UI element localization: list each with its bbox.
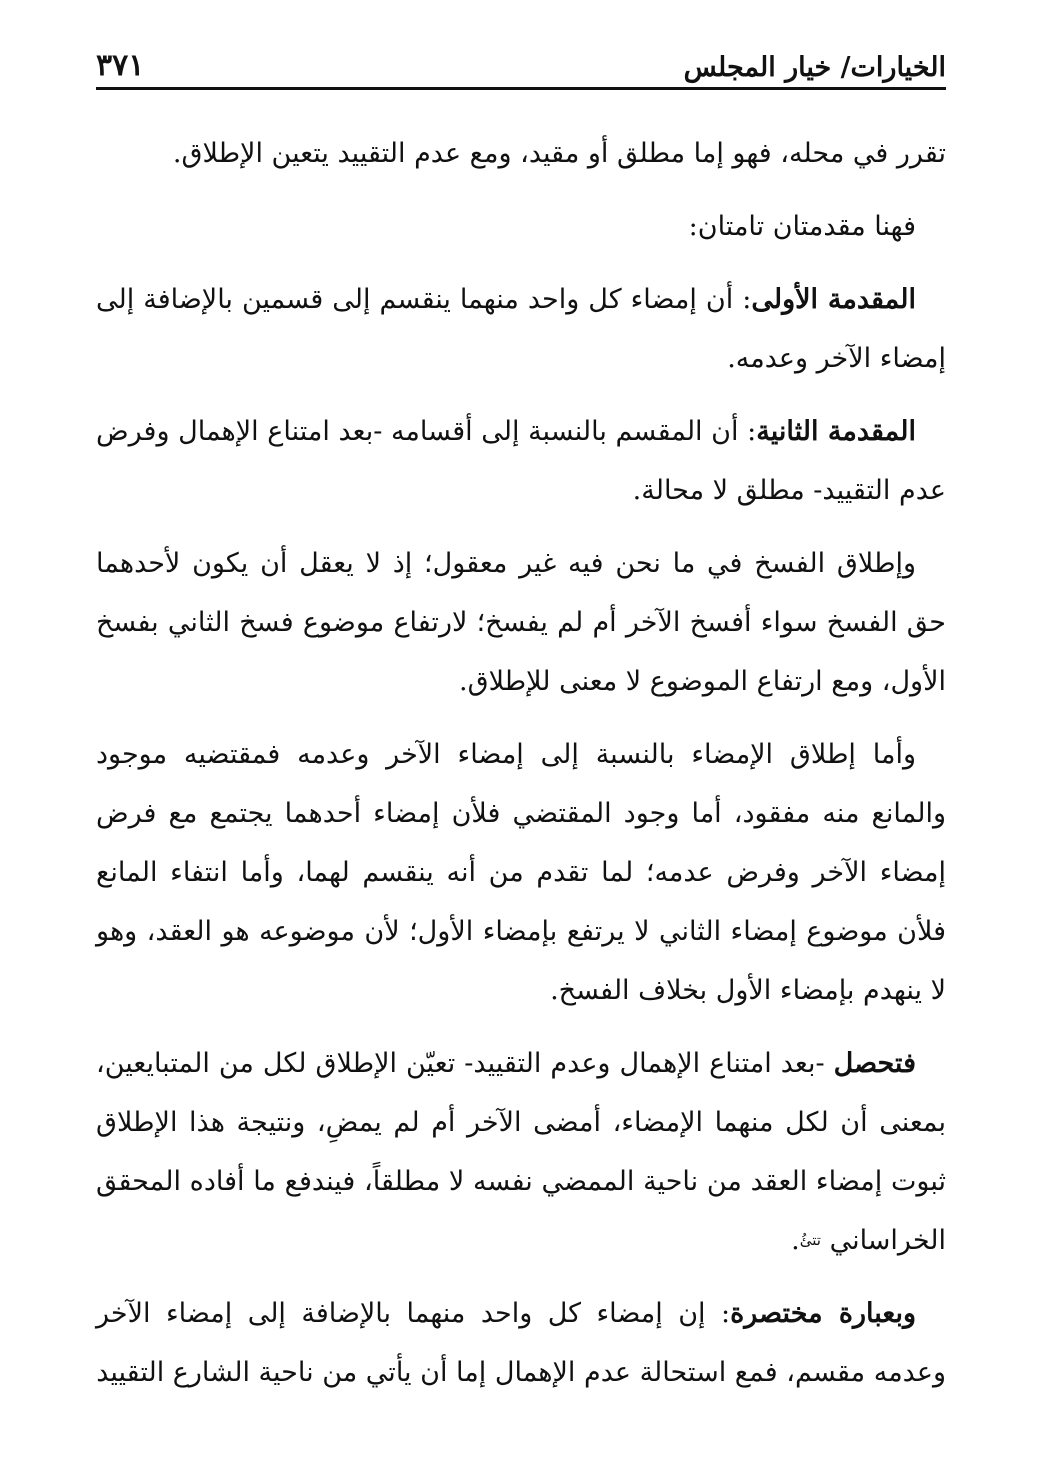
running-title: الخيارات/ خيار المجلس (683, 52, 946, 83)
paragraph (96, 1034, 946, 1270)
paragraph-text: : إن إمضاء كل واحد منهما بالإضافة إلى إمضاء الآخر وعدمه مقسم، فمع استحالة عدم الإهمال إما أن يأتي من ناحية الشارع التقييد (96, 1298, 946, 1388)
honorific-symbol: تتئُ (799, 1231, 821, 1249)
paragraph (96, 534, 946, 711)
paragraph-text: تقرر في محله، فهو إما مطلق أو مقيد، ومع عدم التقييد يتعين الإطلاق. (172, 138, 946, 169)
paragraph-text: -بعد امتناع الإهمال وعدم التقييد- تعيّن الإطلاق لكل من المتبايعين، بمعنى أن لكل منهما الإمضاء، أمضى الآخر أم لم يمضِ، ونتيجة هذا الإطلاق ثبوت إمضاء العقد من ناحية الممضي نفسه لا مطلقاً، فيندفع ما أفاده المحقق الخراساني (96, 1048, 946, 1256)
paragraph (96, 197, 946, 256)
paragraph-text: فهنا مقدمتان تامتان: (688, 211, 916, 242)
page-header (96, 34, 946, 90)
page-number: ٣٧١ (96, 48, 145, 83)
paragraph (96, 124, 946, 183)
paragraph (96, 402, 946, 520)
paragraph-lead: فتحصل (833, 1048, 916, 1079)
paragraph-text: وإطلاق الفسخ في ما نحن فيه غير معقول؛ إذ لا يعقل أن يكون لأحدهما حق الفسخ سواء أفسخ الآخر أم لم يفسخ؛ لارتفاع موضوع فسخ الثاني بفسخ الأول، ومع ارتفاع الموضوع لا معنى للإطلاق. (96, 548, 946, 697)
paragraph (96, 1284, 946, 1402)
paragraph-lead: وبعبارة مختصرة (730, 1298, 916, 1329)
paragraph (96, 725, 946, 1020)
body-text (96, 124, 946, 1416)
paragraph-lead: المقدمة الأولى (751, 284, 916, 315)
paragraph-tail: . (791, 1225, 800, 1256)
paragraph-text: : أن المقسم بالنسبة إلى أقسامه -بعد امتناع الإهمال وفرض عدم التقييد- مطلق لا محالة. (96, 416, 946, 506)
paragraph-text: : أن إمضاء كل واحد منهما ينقسم إلى قسمين بالإضافة إلى إمضاء الآخر وعدمه. (96, 284, 946, 374)
paragraph-lead: المقدمة الثانية (756, 416, 916, 447)
paragraph (96, 270, 946, 388)
paragraph-text: وأما إطلاق الإمضاء بالنسبة إلى إمضاء الآخر وعدمه فمقتضيه موجود والمانع منه مفقود، أما وجود المقتضي فلأن إمضاء أحدهما يجتمع مع فرض إمضاء الآخر وفرض عدمه؛ لما تقدم من أنه ينقسم لهما، وأما انتفاء المانع فلأن موضوع إمضاء الثاني لا يرتفع بإمضاء الأول؛ لأن موضوعه هو العقد، وهو لا ينهدم بإمضاء الأول بخلاف الفسخ. (96, 739, 946, 1006)
